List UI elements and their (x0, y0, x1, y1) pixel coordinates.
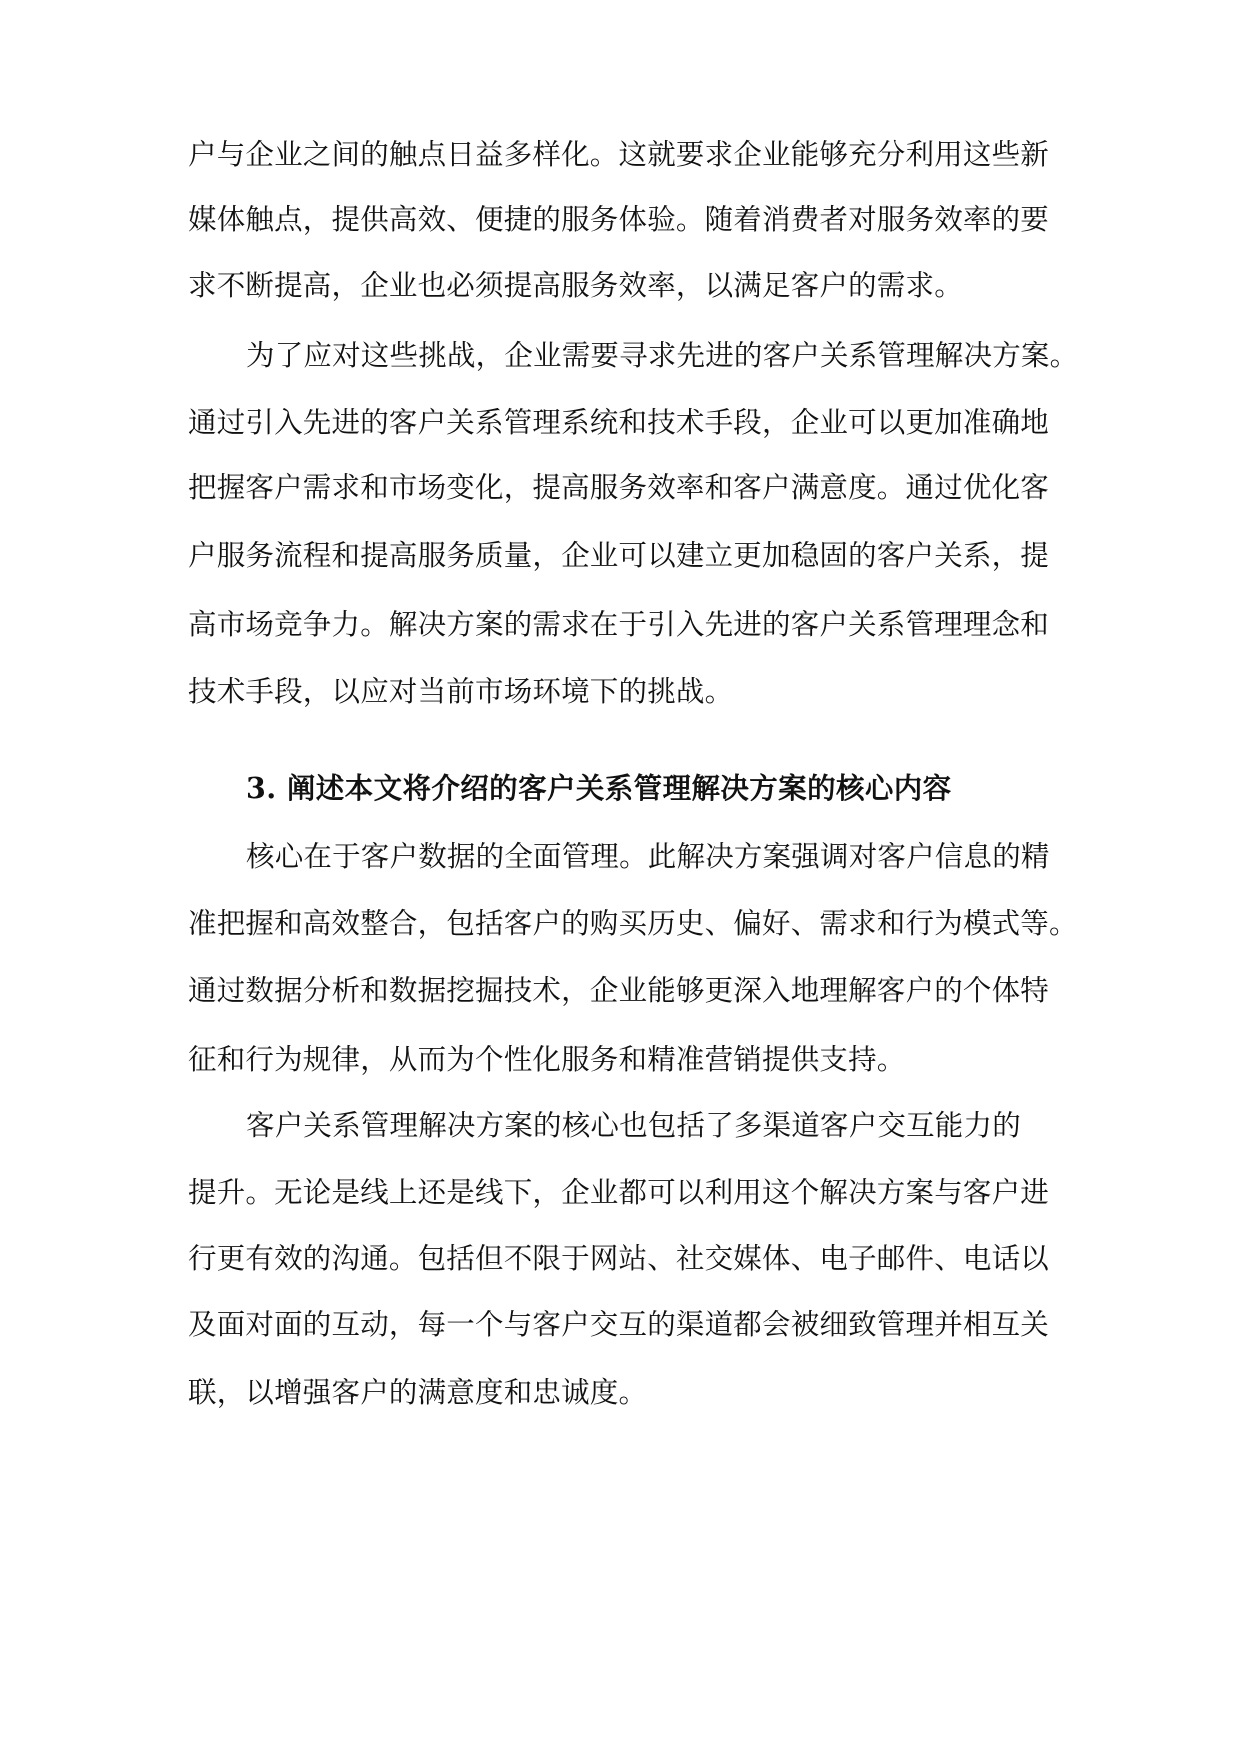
section-heading: 3. 阐述本文将介绍的客户关系管理解决方案的核心内容 (246, 771, 952, 805)
paragraph-line: 核心在于客户数据的全面管理。此解决方案强调对客户信息的精 (246, 840, 1050, 873)
paragraph-line: 客户关系管理解决方案的核心也包括了多渠道客户交互能力的 (246, 1109, 1021, 1142)
paragraph-line: 行更有效的沟通。包括但不限于网站、社交媒体、电子邮件、电话以 (188, 1242, 1050, 1275)
paragraph-line: 户与企业之间的触点日益多样化。这就要求企业能够充分利用这些新 (188, 138, 1050, 171)
paragraph-line: 户服务流程和提高服务质量，企业可以建立更加稳固的客户关系，提 (188, 539, 1050, 572)
paragraph-line: 准把握和高效整合，包括客户的购买历史、偏好、需求和行为模式等。 (188, 907, 1078, 940)
paragraph-line: 技术手段，以应对当前市场环境下的挑战。 (188, 675, 734, 708)
paragraph-line: 通过引入先进的客户关系管理系统和技术手段，企业可以更加准确地 (188, 406, 1050, 439)
paragraph-line: 提升。无论是线上还是线下，企业都可以利用这个解决方案与客户进 (188, 1176, 1050, 1209)
paragraph-line: 求不断提高，企业也必须提高服务效率，以满足客户的需求。 (188, 269, 963, 302)
paragraph-line: 高市场竞争力。解决方案的需求在于引入先进的客户关系管理理念和 (188, 608, 1050, 641)
paragraph-line: 征和行为规律，从而为个性化服务和精准营销提供支持。 (188, 1043, 906, 1076)
paragraph-line: 把握客户需求和市场变化，提高服务效率和客户满意度。通过优化客 (188, 471, 1050, 504)
paragraph-line: 媒体触点，提供高效、便捷的服务体验。随着消费者对服务效率的要 (188, 203, 1050, 236)
paragraph-line: 为了应对这些挑战，企业需要寻求先进的客户关系管理解决方案。 (246, 339, 1079, 372)
paragraph-line: 通过数据分析和数据挖掘技术，企业能够更深入地理解客户的个体特 (188, 974, 1050, 1007)
paragraph-line: 及面对面的互动，每一个与客户交互的渠道都会被细致管理并相互关 (188, 1308, 1050, 1341)
paragraph-line: 联，以增强客户的满意度和忠诚度。 (188, 1376, 648, 1409)
